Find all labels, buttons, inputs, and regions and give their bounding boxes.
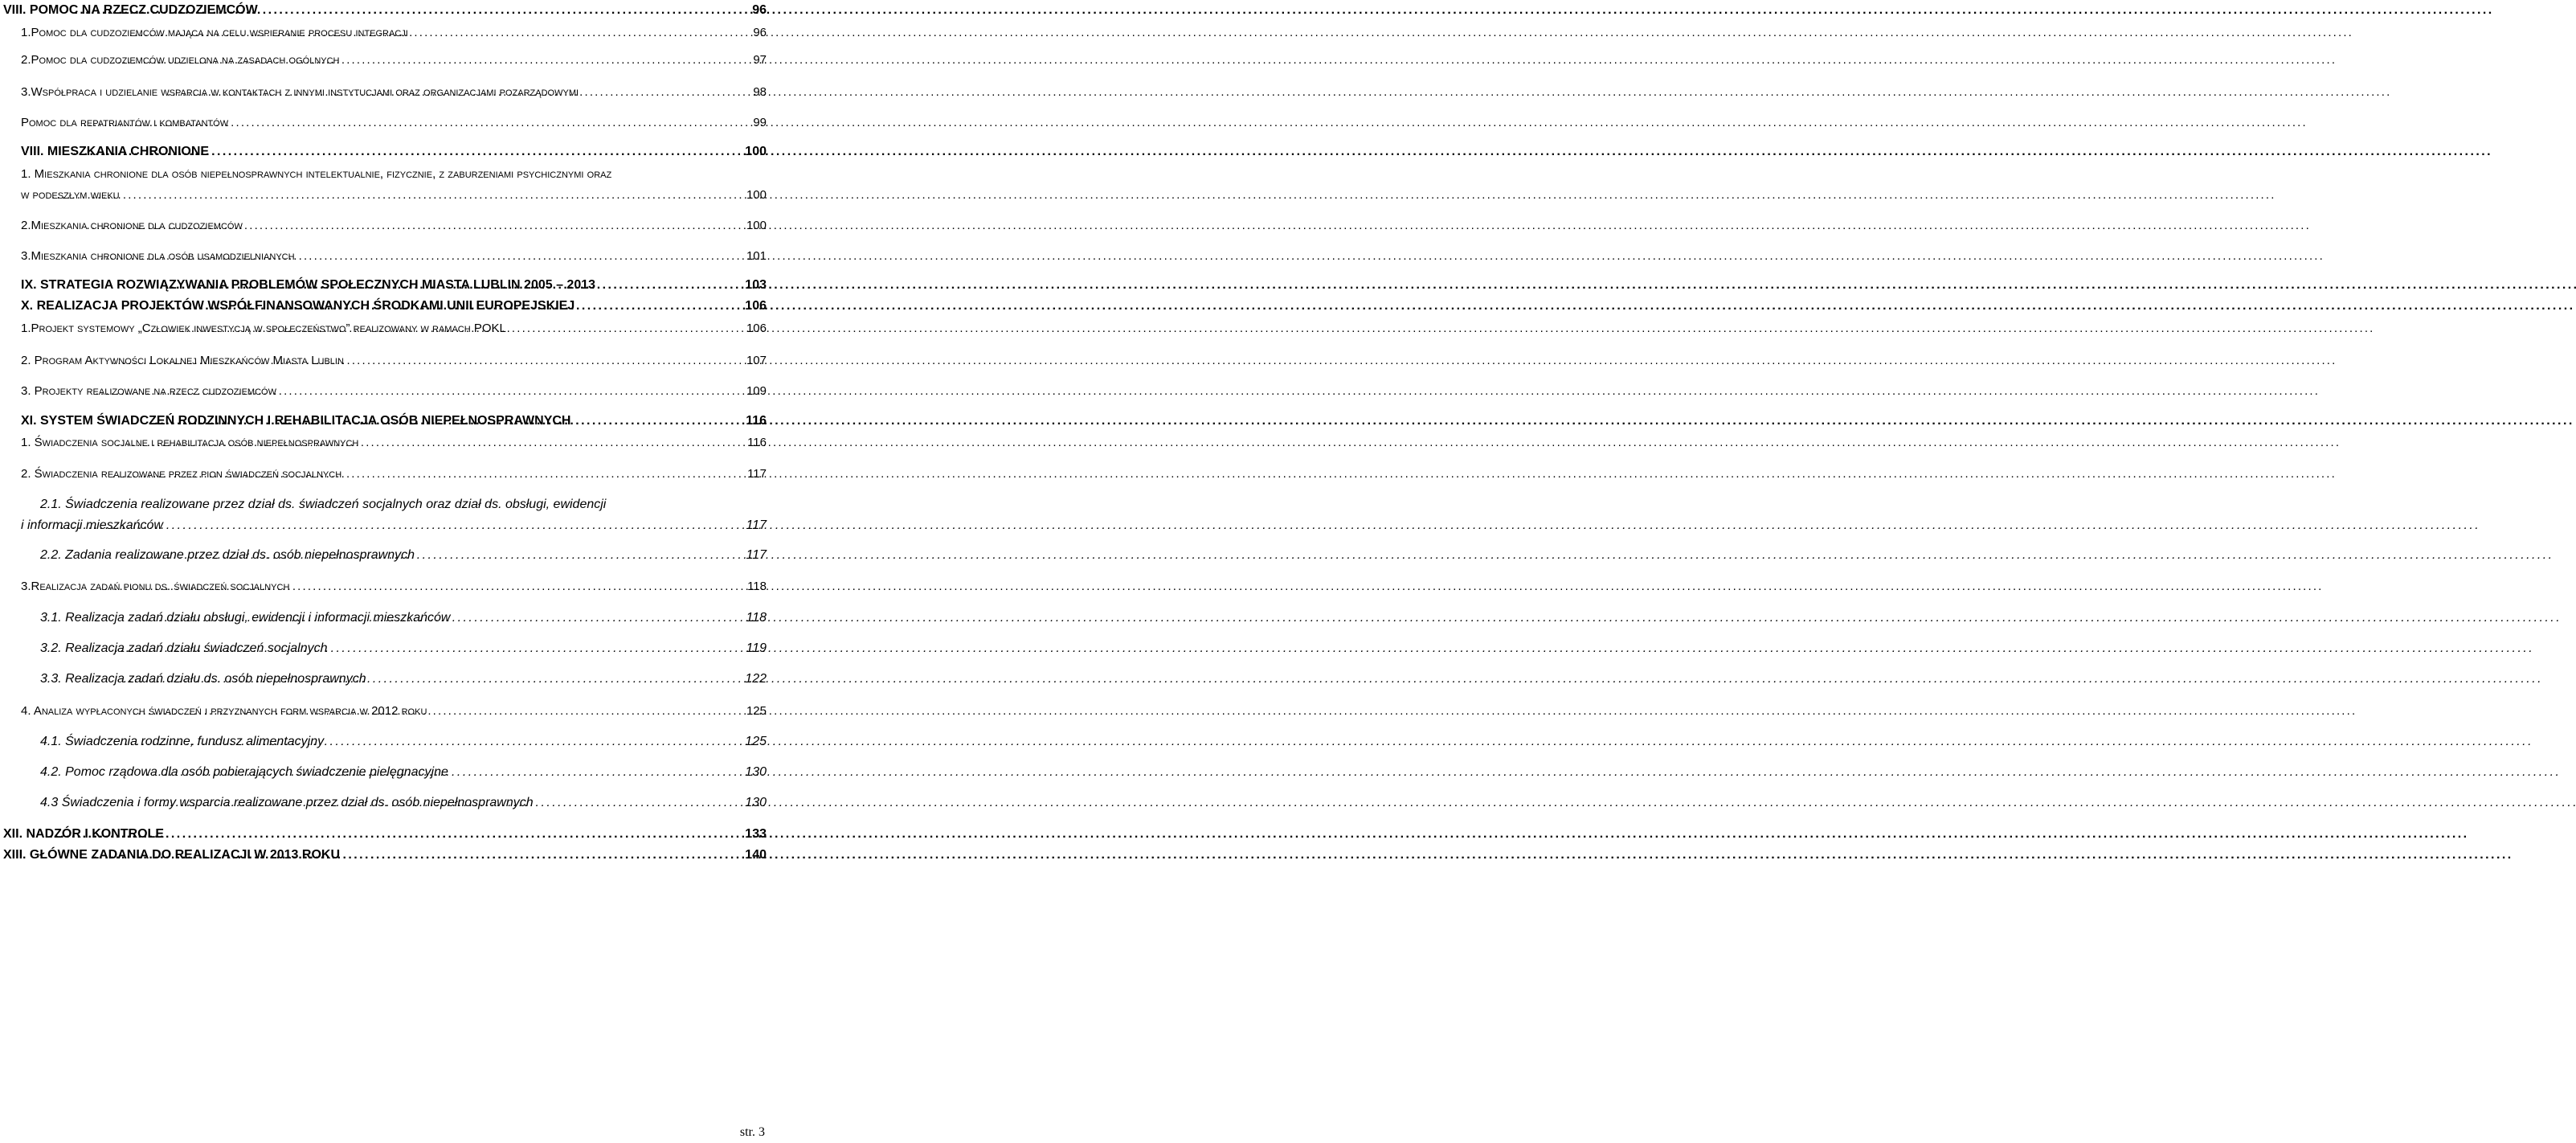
toc-page-number: 116: [747, 436, 767, 449]
toc-entry[interactable]: [0, 765, 771, 785]
toc-entry[interactable]: [0, 414, 771, 433]
toc-entry-title-continued: w podeszłym wieku: [21, 188, 120, 202]
leader-dots: [155, 414, 743, 428]
toc-page-number: 100: [746, 219, 767, 232]
toc-page-number: 119: [746, 641, 767, 655]
leader-dots: [124, 672, 742, 686]
leader-dots: [142, 611, 743, 625]
leader-dots: [112, 354, 743, 367]
toc-entry[interactable]: [0, 322, 771, 341]
toc-page-number: 99: [753, 116, 767, 129]
leader-dots: [114, 735, 742, 749]
toc-page-number: 118: [746, 611, 767, 625]
toc-entry[interactable]: [0, 498, 771, 539]
toc-page-number: 100: [746, 188, 767, 202]
toc-page-number: 125: [746, 704, 767, 718]
toc-entry[interactable]: [0, 796, 771, 815]
toc-page-number: 122: [745, 672, 767, 686]
leader-dots: [74, 3, 749, 18]
toc-entry[interactable]: [0, 3, 771, 23]
toc-entry[interactable]: [0, 145, 771, 164]
toc-page-number: 117: [746, 548, 767, 562]
toc-entry[interactable]: [0, 85, 771, 104]
toc-entry-title: 1. Mieszkania chronione dla osób niepełnosprawnych intelektualnie, fizycznie, z zaburzeniami psychicznymi oraz: [21, 167, 612, 181]
toc-page-number: 117: [746, 518, 767, 532]
toc-page-number: 98: [753, 85, 767, 99]
toc-entry[interactable]: [0, 26, 771, 45]
toc-entry-title: Pomoc dla repatriantów i kombatantów: [21, 116, 229, 129]
toc-page-number: 96: [752, 3, 767, 17]
toc-entry-title: 3.Mieszkania chronione dla osób usamodzielnianych: [21, 249, 295, 263]
toc-page-number: 130: [745, 765, 767, 779]
toc-entry-title: 4.1. Świadczenia rodzinne, fundusz alimentacyjny: [40, 735, 325, 748]
page-number-footer: str. 3: [739, 1125, 765, 1139]
toc-entry-title: 1.Projekt systemowy „Człowiek inwestycją w społeczeństwo” realizowany w ramach POKL: [21, 322, 506, 335]
toc-entry-title: IX. STRATEGIA ROZWIĄZYWANIA PROBLEMÓW SPOŁECZNYCH MIASTA LUBLIN 2005 – 2013: [21, 278, 596, 292]
toc-entry-title: 3.Współpraca i udzielanie wsparcia w kontaktach z innymi instytucjami oraz organizacjami pozarządowymi: [21, 85, 579, 99]
toc-page-number: 109: [746, 384, 767, 398]
toc-entry-title: 2.Mieszkania chronione dla cudzoziemców: [21, 219, 243, 232]
toc-entry-title: VIII. MIESZKANIA CHRONIONE: [21, 145, 210, 158]
toc-entry[interactable]: [0, 436, 771, 455]
leader-dots: [112, 53, 750, 67]
toc-page-number: 106: [746, 322, 767, 335]
toc-entry[interactable]: [0, 580, 771, 599]
leader-dots: [93, 848, 742, 862]
toc-entry-title: 3.2. Realizacja zadań działu świadczeń socjalnych: [40, 641, 328, 655]
toc-entry[interactable]: [0, 641, 771, 661]
leader-dots: [117, 436, 744, 449]
toc-entry-title: XI. SYSTEM ŚWIADCZEŃ RODZINNYCH I REHABILITACJA OSÓB NIEPEŁNOSPRAWNYCH: [21, 414, 571, 428]
toc-entry-title: 3.Realizacja zadań pionu ds. świadczeń socjalnych: [21, 580, 290, 593]
leader-dots: [133, 704, 743, 718]
toc-entry[interactable]: [0, 848, 771, 867]
leader-dots: [61, 518, 743, 533]
toc-entry[interactable]: [0, 278, 771, 297]
leader-dots: [112, 467, 745, 481]
leader-dots: [99, 580, 744, 593]
toc-entry-title: XIII. GŁÓWNE ZADANIA DO REALIZACJI W 2013 ROKU: [3, 848, 340, 862]
toc-entry-title: 3.1. Realizacja zadań działu obsługi, ewidencji i informacji mieszkańców: [40, 611, 451, 625]
toc-page-number: 140: [745, 848, 767, 862]
leader-dots: [73, 145, 742, 159]
toc-entry-title: 2.1. Świadczenia realizowane przez dział ds. świadczeń socjalnych oraz dział ds. obsługi, ewidencji: [40, 498, 607, 511]
leader-dots: [134, 548, 742, 563]
toc-entry[interactable]: [0, 611, 771, 630]
toc-entry[interactable]: [0, 827, 771, 846]
toc-entry-title: 3.3. Realizacja zadań działu ds. osób niepełnosprawnych: [40, 672, 366, 686]
toc-page-number: 101: [746, 249, 767, 263]
toc-entry[interactable]: [0, 704, 771, 723]
leader-dots: [83, 116, 750, 129]
toc-page-number: 97: [753, 53, 767, 67]
toc-page-number: 130: [745, 796, 767, 809]
toc-page-number: 117: [747, 467, 767, 481]
leader-dots: [96, 384, 743, 398]
toc-entry-title: 2.Pomoc dla cudzoziemców udzielona na zasadach ogólnych: [21, 53, 340, 67]
toc-entry-title: 3. Projekty realizowane na rzecz cudzoziemców: [21, 384, 276, 398]
leader-dots: [155, 299, 742, 313]
toc-entry[interactable]: [0, 53, 771, 72]
leader-dots: [129, 26, 750, 39]
toc-page-number: 118: [747, 580, 767, 593]
toc-entry-title: 1. Świadczenia socjalne i rehabilitacja osób niepełnosprawnych: [21, 436, 359, 449]
leader-dots: [115, 641, 743, 656]
toc-entry-title: 4. Analiza wypłaconych świadczeń i przyznanych form wsparcia w 2012 roku: [21, 704, 427, 718]
toc-page-number: 116: [746, 414, 767, 428]
leader-dots: [150, 322, 743, 335]
leader-dots: [167, 85, 750, 99]
toc-entry[interactable]: [0, 116, 771, 135]
toc-entry-title: 2. Świadczenia realizowane przez pion świadczeń socjalnych: [21, 467, 342, 481]
toc-entry[interactable]: [0, 354, 771, 373]
toc-entry-title: 2.2. Zadania realizowane przez dział ds. osób niepełnosprawnych: [40, 548, 415, 562]
toc-entry[interactable]: [0, 467, 771, 486]
toc-entry[interactable]: [0, 672, 771, 691]
leader-dots: [100, 249, 743, 263]
leader-dots: [87, 219, 743, 232]
toc-page-number: 125: [745, 735, 767, 748]
toc-entry[interactable]: [0, 167, 771, 209]
leader-dots: [159, 278, 742, 293]
toc-entry-title-continued: i informacji mieszkańców: [21, 518, 163, 532]
toc-entry-title: VIII. POMOC NA RZECZ CUDZOZIEMCÓW: [3, 3, 258, 17]
toc-page-number: 106: [745, 299, 767, 313]
leader-dots: [49, 827, 742, 842]
toc-entry[interactable]: [0, 735, 771, 754]
leader-dots: [51, 188, 743, 202]
toc-page-number: 100: [745, 145, 767, 158]
toc-entry[interactable]: [0, 249, 771, 268]
toc-entry[interactable]: [0, 384, 771, 404]
toc-page-number: 107: [746, 354, 767, 367]
toc-page-number: 103: [745, 278, 767, 292]
toc-page-number: 133: [745, 827, 767, 841]
toc-entry-title: X. REALIZACJA PROJEKTÓW WSPÓŁFINANSOWANYCH ŚRODKAMI UNII EUROPEJSKIEJ: [21, 299, 575, 313]
toc-entry[interactable]: [0, 548, 771, 567]
leader-dots: [159, 796, 742, 810]
toc-entry[interactable]: [0, 219, 771, 238]
toc-entry-title: 4.3 Świadczenia i formy wsparcia realizowane przez dział ds. osób niepełnosprawnych: [40, 796, 534, 809]
toc-page-number: 96: [753, 26, 767, 39]
toc-entry-title: 2. Program Aktywności Lokalnej Mieszkańców Miasta Lublin: [21, 354, 344, 367]
toc-entry-title: XII. NADZÓR I KONTROLE: [3, 827, 164, 841]
leader-dots: [141, 765, 742, 780]
toc-entry-title: 1.Pomoc dla cudzoziemców mająca na celu wspieranie procesu integracji: [21, 26, 408, 39]
toc-entry[interactable]: [0, 299, 771, 318]
toc-entry-title: 4.2. Pomoc rządowa dla osób pobierających świadczenie pielęgnacyjne: [40, 765, 448, 779]
